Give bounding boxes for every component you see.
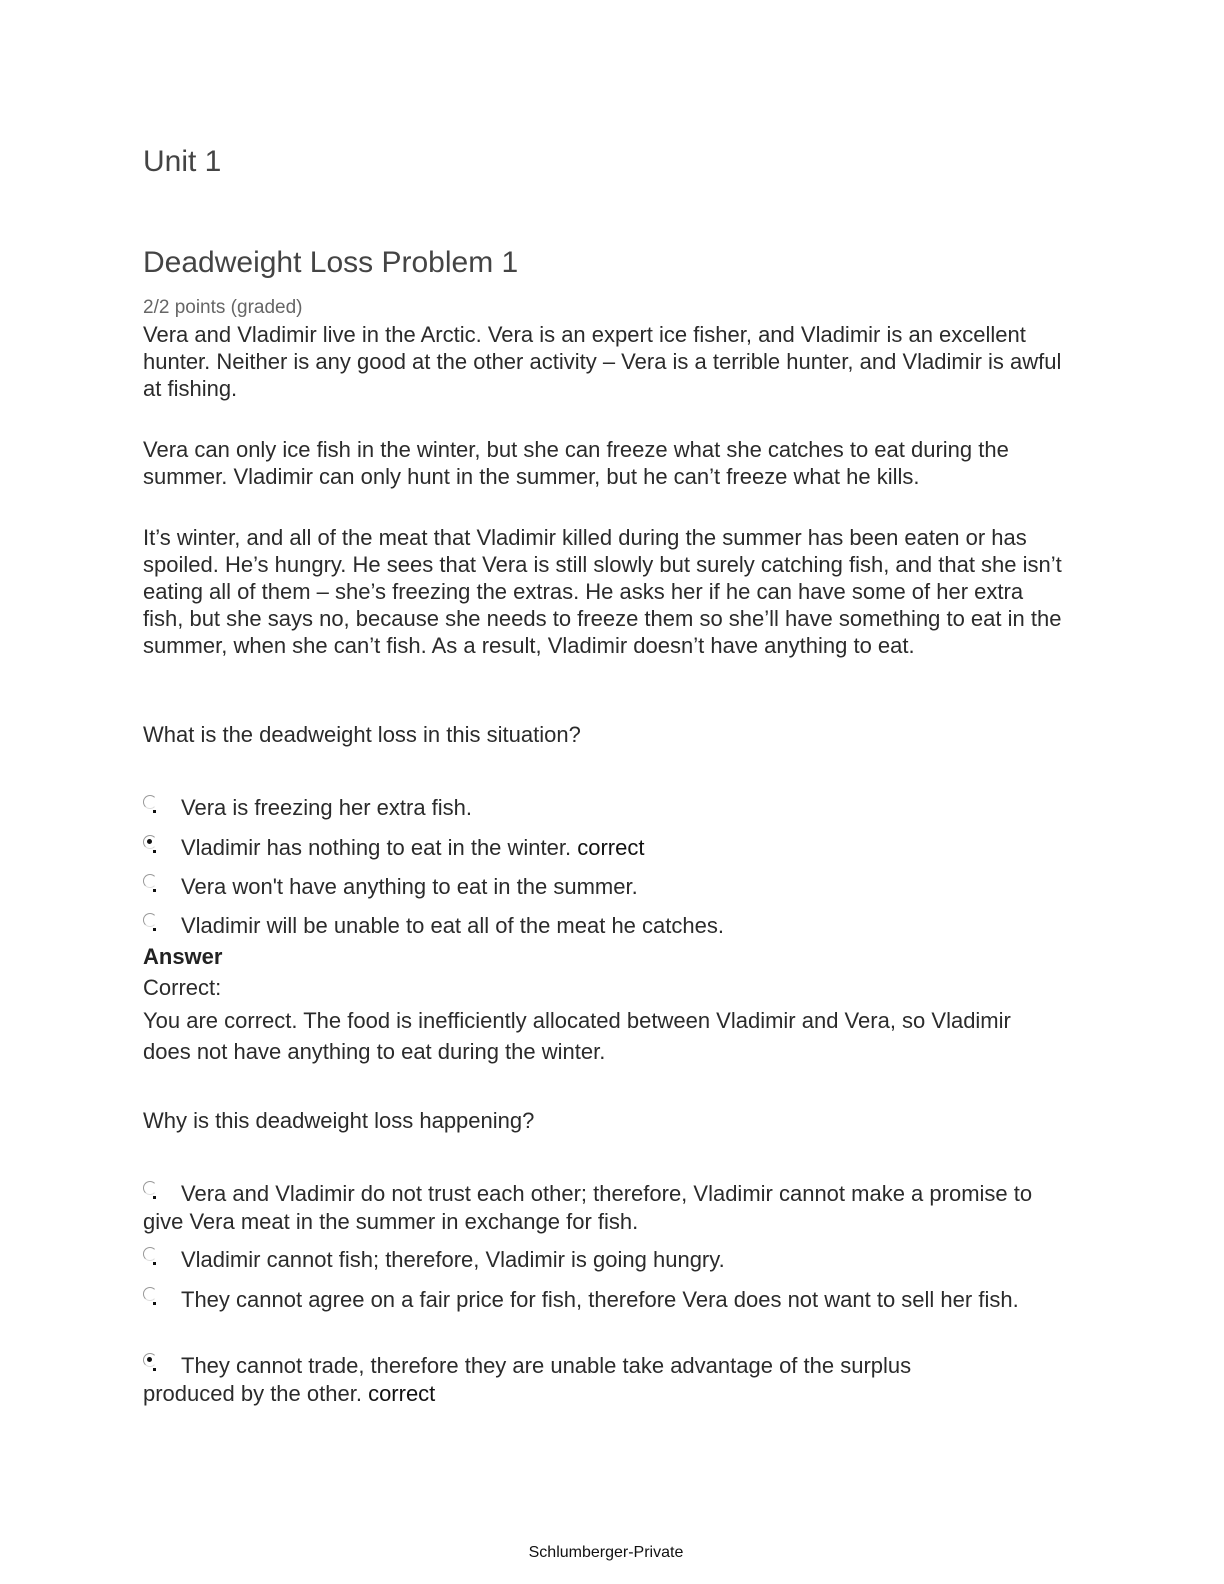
q2-option[interactable]	[143, 1246, 1068, 1274]
paragraph: Vera and Vladimir live in the Arctic. Vera is an expert ice fisher, and Vladimir is an excellent hunter. Neither is any good at the other activity – Vera is a terrible hunter, and Vladimir is awful at fishing.	[143, 322, 1062, 401]
option-label: They cannot trade, therefore they are unable take advantage of the surplus produced by the other.	[143, 1353, 912, 1406]
q1-option[interactable]	[143, 794, 1068, 822]
points-label: 2/2 points (graded)	[143, 297, 303, 318]
option-label: Vera won't have anything to eat in the summer.	[181, 874, 638, 899]
option-label: Vladimir has nothing to eat in the winter.	[181, 835, 572, 860]
option-label: They cannot agree on a fair price for fish, therefore Vera does not want to sell her fish.	[181, 1287, 1019, 1312]
q1-option[interactable]	[143, 873, 1068, 901]
radio-icon[interactable]	[143, 1287, 157, 1301]
unit-heading: Unit 1	[143, 145, 222, 178]
q2-option[interactable]	[143, 1180, 1068, 1236]
q2-option[interactable]	[143, 1352, 1003, 1408]
q1-option[interactable]	[143, 834, 1068, 862]
paragraph: Vera can only ice fish in the winter, but she can freeze what she catches to eat during the summer. Vladimir can only hunt in the summer, but he can’t freeze what he kills.	[143, 437, 1009, 489]
correct-mark: correct	[368, 1381, 436, 1406]
radio-selected-icon[interactable]	[143, 835, 157, 849]
answer-status: Correct:	[143, 975, 222, 1000]
radio-icon[interactable]	[143, 913, 157, 927]
option-label: Vladimir will be unable to eat all of the meat he catches.	[181, 913, 724, 938]
question-2: Why is this deadweight loss happening?	[143, 1108, 535, 1133]
radio-icon[interactable]	[143, 1247, 157, 1261]
question-1: What is the deadweight loss in this situation?	[143, 722, 581, 747]
q2-option[interactable]	[143, 1286, 1068, 1314]
answer-explanation: You are correct. The food is inefficiently allocated between Vladimir and Vera, so Vladimir does not have anything to eat during the winter.	[143, 1008, 1011, 1064]
problem-title: Deadweight Loss Problem 1	[143, 246, 519, 279]
option-label: Vladimir cannot fish; therefore, Vladimir is going hungry.	[181, 1247, 725, 1272]
footer-classification: Schlumberger-Private	[528, 1544, 684, 1561]
radio-icon[interactable]	[143, 874, 157, 888]
radio-selected-icon[interactable]	[143, 1353, 157, 1367]
radio-icon[interactable]	[143, 795, 157, 809]
answer-heading: Answer	[143, 944, 223, 969]
q1-option[interactable]	[143, 912, 1068, 940]
paragraph: It’s winter, and all of the meat that Vladimir killed during the summer has been eaten or has spoiled. He’s hungry. He sees that Vera is still slowly but surely catching fish, and that she isn’t eating all of them – she’s freezing the extras. He asks her if he can have some of her extra fish, but she says no, because she needs to freeze them so she’ll have something to eat in the summer, when she can’t fish. As a result, Vladimir doesn’t have anything to eat.	[143, 525, 1062, 658]
correct-mark: correct	[577, 835, 645, 860]
option-label: Vera is freezing her extra fish.	[181, 795, 473, 820]
radio-icon[interactable]	[143, 1181, 157, 1195]
option-label: Vera and Vladimir do not trust each other; therefore, Vladimir cannot make a promise to give Vera meat in the summer in exchange for fish.	[143, 1181, 1033, 1234]
